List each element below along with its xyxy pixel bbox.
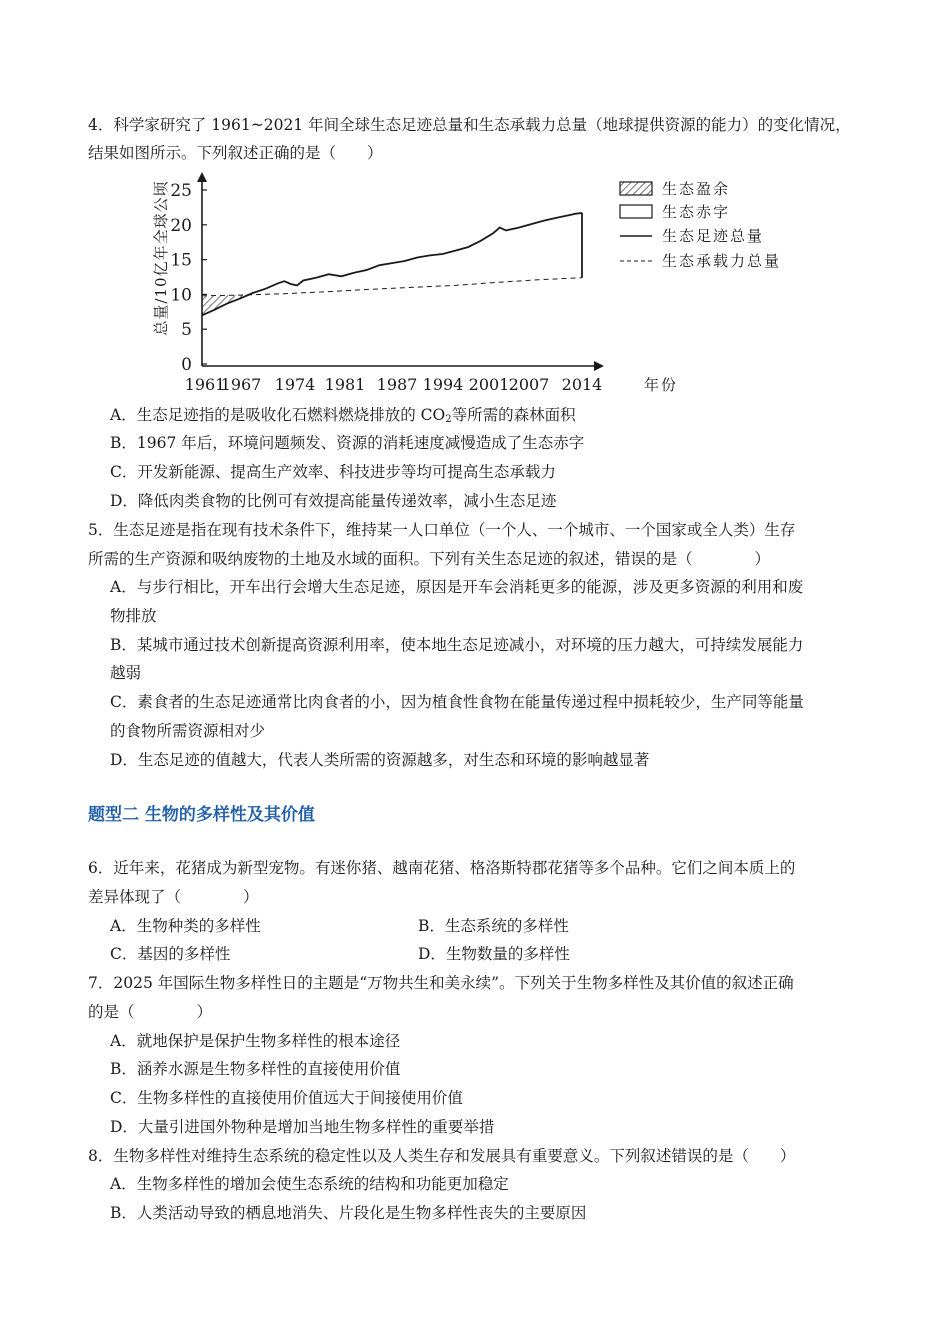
- q5-option-d: D．生态足迹的值越大，代表人类所需的资源越多，对生态和环境的影响越显著: [110, 751, 650, 769]
- q6-option-c: C．基因的多样性: [110, 945, 231, 963]
- x-tick-label: 2001: [468, 375, 510, 394]
- q8-stem: 8．生物多样性对维持生态系统的稳定性以及人类生存和发展具有重要意义。下列叙述错误的是（ ）: [88, 1147, 796, 1165]
- x-axis-label: 年份: [644, 376, 679, 394]
- q5-stem-line2: 所需的生产资源和吸纳废物的土地及水域的面积。下列有关生态足迹的叙述，错误的是（ ）: [88, 550, 771, 568]
- q4-stem-line2: 结果如图所示。下列叙述正确的是（ ）: [88, 144, 383, 162]
- y-tick-label: 20: [170, 215, 192, 236]
- q5-stem-line1: 5．生态足迹是指在现有技术条件下，维持某一人口单位（一个人、一个城市、一个国家或全人类）生存: [88, 521, 796, 539]
- q6-option-a: A．生物种类的多样性: [110, 917, 261, 935]
- q6-option-d: D．生物数量的多样性: [418, 945, 570, 963]
- chart-legend: [620, 180, 781, 270]
- q7-option-d: D．大量引进国外物种是增加当地生物多样性的重要举措: [110, 1118, 495, 1136]
- q4-stem-line1: 4．科学家研究了 1961~2021 年间全球生态足迹总量和生态承载力总量（地球提供资源的能力）的变化情况，: [88, 116, 851, 134]
- q7-option-a: A．就地保护是保护生物多样性的根本途径: [110, 1032, 401, 1050]
- y-axis-label: 总量/10亿年全球公顷: [152, 180, 170, 336]
- legend-capacity: 生态承载力总量: [662, 252, 782, 270]
- y-axis-arrow: [197, 172, 207, 182]
- x-tick-label: 1994: [422, 375, 464, 394]
- legend-deficit: 生态赤字: [662, 203, 731, 221]
- x-axis-arrow: [594, 361, 604, 371]
- q7-stem-line1: 7．2025 年国际生物多样性日的主题是“万物共生和美永续”。下列关于生物多样性及其价值的叙述正确: [88, 974, 794, 992]
- q4-option-d: D．降低肉类食物的比例可有效提高能量传递效率，减小生态足迹: [110, 492, 557, 510]
- q6-stem-line2: 差异体现了（ ）: [88, 888, 259, 906]
- q5-option-c-line2: 的食物所需资源相对少: [110, 722, 266, 740]
- x-tick-label: 1967: [220, 375, 262, 394]
- series-capacity-line: [202, 278, 582, 296]
- x-tick-label: 1974: [274, 375, 316, 394]
- q5-option-a-line1: A．与步行相比，开车出行会增大生态足迹，原因是开车会消耗更多的能源，涉及更多资源的利用和废: [110, 578, 804, 596]
- y-tick-label: 25: [170, 181, 192, 201]
- q7-option-c: C．生物多样性的直接使用价值远大于间接使用价值: [110, 1089, 463, 1107]
- q6-option-b: B．生态系统的多样性: [418, 917, 569, 935]
- q4-option-a-subscript: 2: [445, 414, 452, 425]
- x-tick-label: 1987: [376, 375, 418, 394]
- y-tick-label: 5: [181, 320, 192, 341]
- series-footprint-line: [202, 213, 582, 315]
- q4-option-c: C．开发新能源、提高生产效率、科技进步等均可提高生态承载力: [110, 463, 556, 481]
- q4-option-b: B．1967 年后，环境问题频发、资源的消耗速度减慢造成了生态赤字: [110, 434, 585, 452]
- y-tick-label: 15: [170, 250, 192, 271]
- footprint-chart: [150, 168, 820, 398]
- x-tick-label: 1961: [184, 375, 226, 394]
- section-title: 题型二 生物的多样性及其价值: [88, 805, 315, 825]
- y-tick-label: 0: [181, 355, 192, 375]
- x-tick-label: 1981: [324, 375, 366, 394]
- legend-surplus: 生态盈余: [662, 180, 731, 198]
- q5-option-a-line2: 物排放: [110, 607, 157, 625]
- q5-option-b-line2: 越弱: [110, 664, 142, 682]
- q4-option-a-text-end: 等所需的森林面积: [451, 406, 576, 424]
- x-tick-label: 2007: [508, 375, 550, 394]
- legend-surplus-swatch: [620, 182, 652, 195]
- q7-stem-line2: 的是（ ）: [88, 1003, 213, 1021]
- legend-footprint: 生态足迹总量: [662, 227, 765, 245]
- q5-option-b-line1: B．某城市通过技术创新提高资源利用率，使本地生态足迹减小，对环境的压力越大，可持续发展能力: [110, 636, 804, 654]
- q6-stem-line1: 6．近年来，花猪成为新型宠物。有迷你猪、越南花猪、格洛斯特郡花猪等多个品种。它们之间本质上的: [88, 859, 796, 877]
- q7-option-b: B．涵养水源是生物多样性的直接使用价值: [110, 1060, 401, 1078]
- q4-option-a: [110, 404, 576, 431]
- y-tick-label: 10: [170, 285, 192, 306]
- x-tick-label: 2014: [561, 375, 603, 394]
- q4-option-a-text: A．生态足迹指的是吸收化石燃料燃烧排放的 CO: [110, 406, 446, 424]
- q8-option-b: B．人类活动导致的栖息地消失、片段化是生物多样性丧失的主要原因: [110, 1204, 587, 1222]
- legend-deficit-swatch: [620, 205, 652, 218]
- q5-option-c-line1: C．素食者的生态足迹通常比肉食者的小，因为植食性食物在能量传递过程中损耗较少，生产同等能量: [110, 693, 804, 711]
- q8-option-a: A．生物多样性的增加会使生态系统的结构和功能更加稳定: [110, 1175, 509, 1193]
